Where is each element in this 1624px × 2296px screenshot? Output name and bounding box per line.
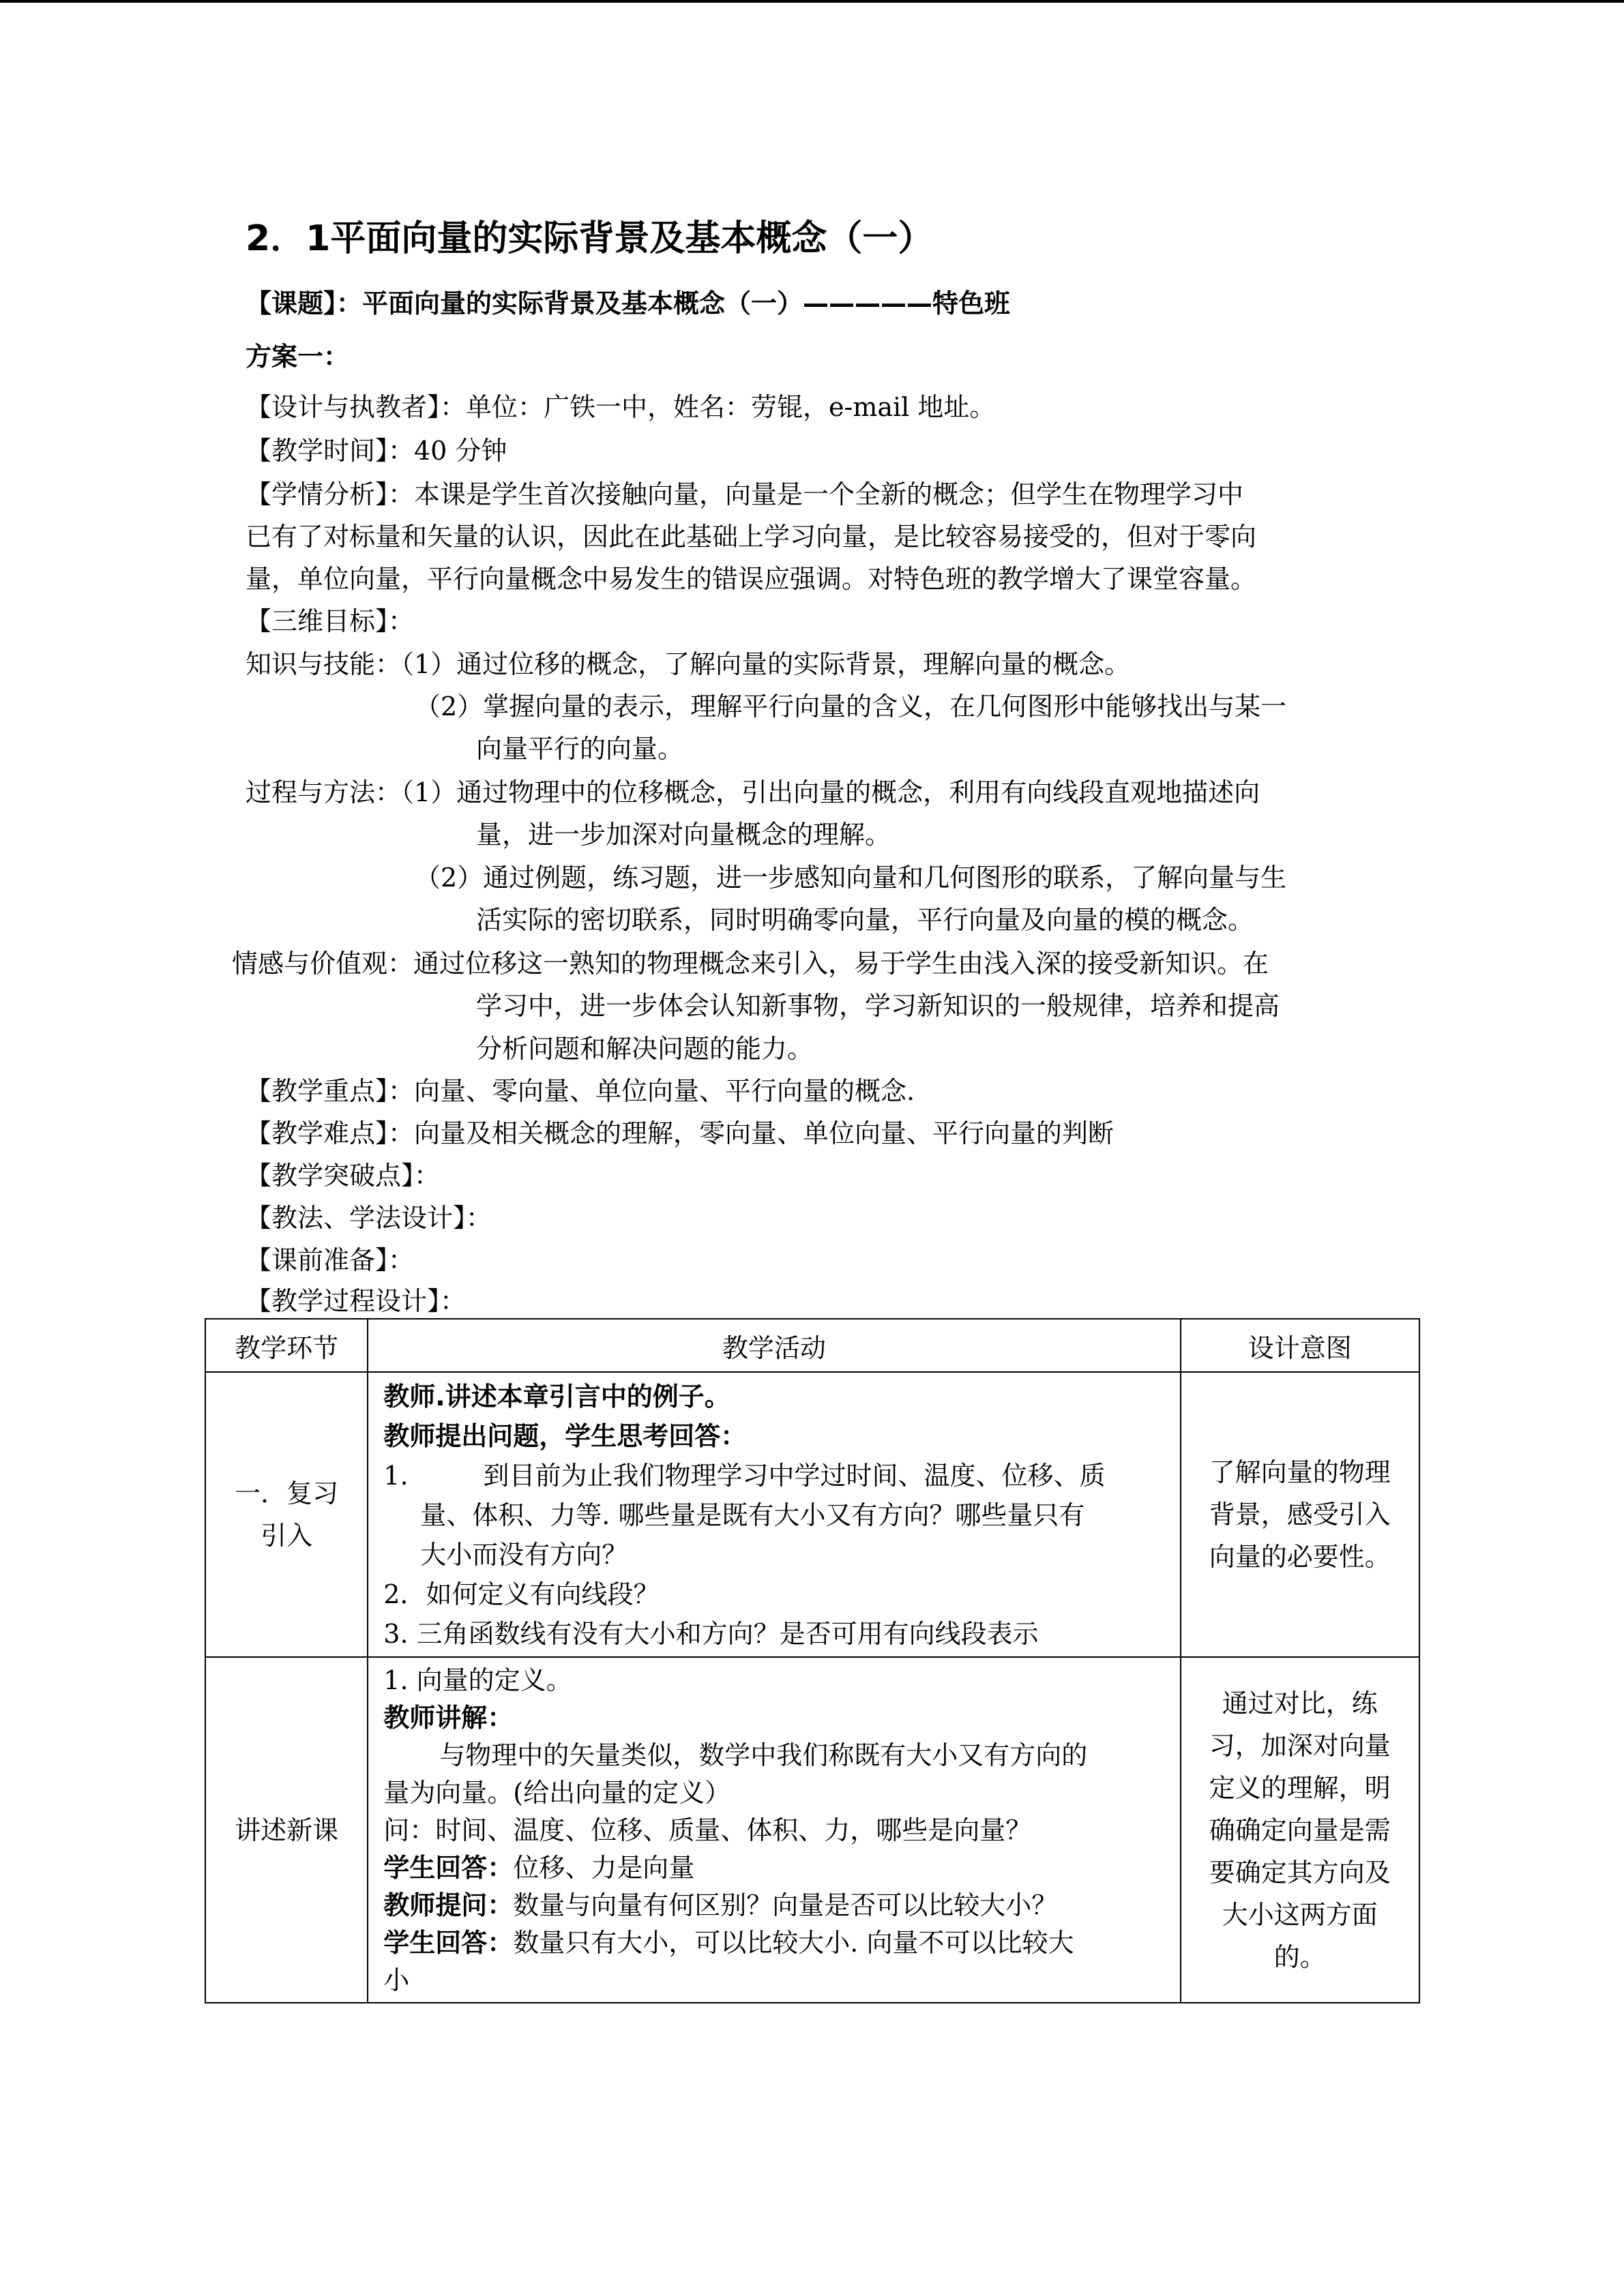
preparation: 【课前准备】： (246, 1245, 415, 1275)
activity-line (383, 1456, 1166, 1495)
process-line-1: 过程与方法：（1）通过物理中的位移概念，引出向量的概念，利用有向线段直观地描述向 (246, 777, 1260, 807)
activity-line: 大小而没有方向？ (420, 1540, 628, 1570)
knowledge-line-3: 向量平行的向量。 (476, 734, 684, 764)
emotion-line-1: 情感与价值观：通过位移这一熟知的物理概念来引入，易于学生由浅入深的接受新知识。在 (232, 949, 1269, 979)
intent-text: 的。 (1273, 1941, 1326, 1972)
activity-cell (368, 1657, 1180, 2003)
intent-cell (1181, 1372, 1419, 1657)
emotion-line-2: 学习中，进一步体会认知新事物，学习新知识的一般规律，培养和提高 (476, 991, 1280, 1021)
process-line-4: 活实际的密切联系，同时明确零向量，平行向量及向量的模的概念。 (476, 905, 1254, 935)
intent-text: 确确定向量是需 (1209, 1815, 1391, 1845)
key-points: 【教学重点】：向量、零向量、单位向量、平行向量的概念. (246, 1076, 915, 1106)
activity-line: 教师讲解： (383, 1703, 514, 1733)
activity-line: 教师.讲述本章引言中的例子。 (383, 1382, 730, 1412)
table-header-row (205, 1319, 1419, 1372)
teaching-process-table (205, 1318, 1420, 2003)
process-line-3: （2）通过例题，练习题，进一步感知向量和几何图形的联系，了解向量与生 (415, 863, 1287, 893)
intent-text: 定义的理解，明 (1209, 1772, 1391, 1803)
process-design: 【教学过程设计】： (246, 1286, 467, 1316)
analysis-line-1: 【学情分析】：本课是学生首次接触向量，向量是一个全新的概念；但学生在物理学习中 (246, 479, 1244, 509)
activity-text: 数量与向量有何区别？向量是否可以比较大小？ (513, 1890, 1058, 1920)
stage-text: 引入 (261, 1521, 313, 1551)
knowledge-line-2: （2）掌握向量的表示，理解平行向量的含义，在几何图形中能够找出与某一 (415, 691, 1287, 721)
activity-line: 问：时间、温度、位移、质量、体积、力，哪些是向量？ (383, 1815, 1032, 1845)
designer-info: 【设计与执教者】：单位：广铁一中，姓名：劳锟，e-mail 地址。 (246, 392, 996, 422)
intent-text: 通过对比，练 (1222, 1688, 1378, 1718)
speaker-label: 学生回答： (383, 1853, 514, 1883)
speaker-label: 教师提问： (383, 1890, 514, 1920)
table-row (205, 1657, 1419, 2003)
activity-line: 2．如何定义有向线段？ (383, 1579, 660, 1609)
intent-text: 要确定其方向及 (1209, 1857, 1391, 1888)
stage-cell (205, 1372, 368, 1657)
activity-line: 教师提出问题，学生思考回答： (383, 1421, 747, 1451)
table-row (205, 1372, 1419, 1657)
stage-cell (205, 1657, 368, 2003)
emotion-line-3: 分析问题和解决问题的能力。 (476, 1034, 814, 1064)
intent-text: 背景，感受引入 (1209, 1500, 1391, 1530)
header-stage: 教学环节 (205, 1319, 368, 1372)
activity-line: 量为向量。(给出向量的定义） (383, 1778, 731, 1808)
activity-line (383, 1849, 1166, 1887)
activity-line: 小 (383, 1965, 410, 1995)
intent-cell (1181, 1657, 1419, 2003)
breakthrough: 【教学突破点】： (246, 1161, 441, 1191)
speaker-label: 学生回答： (383, 1928, 514, 1958)
analysis-line-3: 量，单位向量，平行向量概念中易发生的错误应强调。对特色班的教学增大了课堂容量。 (246, 564, 1257, 594)
goals-heading: 【三维目标】： (246, 606, 415, 636)
lesson-topic: 【课题】：平面向量的实际背景及基本概念（一）—————特色班 (246, 288, 1011, 318)
intent-text: 习，加深对向量 (1209, 1730, 1391, 1761)
header-intent: 设计意图 (1181, 1319, 1419, 1372)
activity-line: 量、体积、力等. 哪些量是既有大小又有方向？哪些量只有 (420, 1500, 1085, 1530)
analysis-line-2: 已有了对标量和矢量的认识，因此在此基础上学习向量，是比较容易接受的，但对于零向 (246, 522, 1257, 552)
activity-line: 与物理中的矢量类似，数学中我们称既有大小又有方向的 (439, 1740, 1088, 1770)
activity-line (383, 1887, 1166, 1924)
activity-text: 位移、力是向量 (513, 1853, 695, 1883)
stage-text: 讲述新课 (235, 1815, 339, 1845)
intent-text: 向量的必要性。 (1209, 1542, 1391, 1572)
methods: 【教法、学法设计】： (246, 1203, 492, 1233)
knowledge-line-1: 知识与技能：（1）通过位移的概念，了解向量的实际背景，理解向量的概念。 (246, 649, 1131, 679)
activity-line (383, 1924, 1166, 1962)
difficulties: 【教学难点】：向量及相关概念的理解，零向量、单位向量、平行向量的判断 (246, 1118, 1114, 1148)
activity-cell (368, 1372, 1180, 1657)
intent-text: 大小这两方面 (1222, 1899, 1378, 1930)
activity-line: 1. 向量的定义。 (383, 1665, 572, 1695)
teaching-time: 【教学时间】：40 分钟 (246, 436, 507, 466)
page-title: 2．1平面向量的实际背景及基本概念（一） (246, 218, 934, 259)
plan-label: 方案一： (246, 342, 350, 372)
intent-text: 了解向量的物理 (1209, 1457, 1391, 1487)
process-line-2: 量，进一步加深对向量概念的理解。 (476, 820, 891, 850)
activity-text: 到目前为止我们物理学习中学过时间、温度、位移、质 (483, 1461, 1106, 1491)
list-number: 1. (383, 1461, 409, 1491)
stage-text: 一．复习 (235, 1478, 339, 1508)
activity-line: 3. 三角函数线有没有大小和方向？是否可用有向线段表示 (383, 1619, 1039, 1649)
activity-text: 数量只有大小，可以比较大小. 向量不可以比较大 (513, 1928, 1074, 1958)
header-activity: 教学活动 (368, 1319, 1180, 1372)
